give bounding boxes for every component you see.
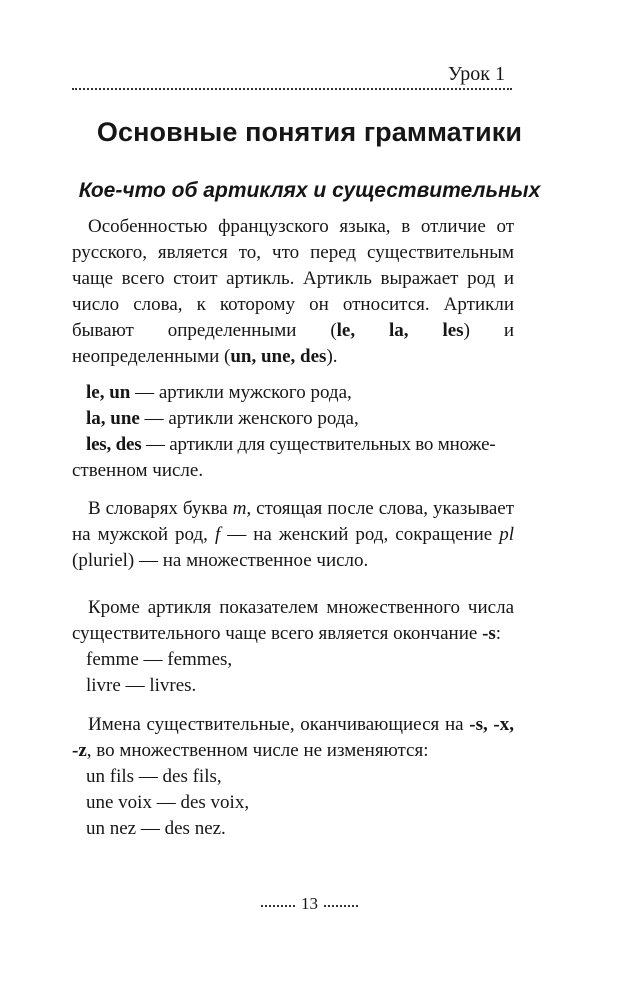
page-footer: [0, 893, 619, 915]
paragraph-dictionary-notation: [72, 496, 514, 574]
paragraph-articles-intro: [72, 214, 514, 370]
invariable-endings: -s, -x, -z: [72, 714, 514, 761]
para4-text-b: , во множественном числе не изменяются:: [86, 740, 429, 761]
article-term: la, une: [86, 408, 140, 429]
para4-text-a: Имена существительные, оканчивающиеся на: [88, 714, 470, 735]
examples-plural: [72, 647, 514, 699]
section-subtitle: Кое-что об артиклях и существительных: [78, 179, 541, 202]
example-line: une voix — des voix,: [86, 792, 250, 813]
paragraph-plural-ending: [72, 595, 514, 647]
para1-text-c: ).: [326, 346, 338, 367]
masculine-abbrev: m,: [232, 498, 252, 519]
header-dotted-rule: [72, 88, 512, 90]
para3-text-a: Кроме артикля показателем множественного числа существительного чаще всего является окончание: [72, 597, 514, 644]
footer-dots-right: [324, 903, 358, 907]
article-term: les, des: [86, 434, 142, 455]
example-line: un nez — des nez.: [86, 818, 226, 839]
plural-abbrev: pl: [499, 524, 514, 545]
example-line: femme — femmes,: [86, 649, 233, 670]
list-item: [72, 406, 514, 432]
para3-text-b: :: [495, 623, 502, 644]
list-item: [72, 432, 514, 458]
article-desc: — артикли женского рода,: [139, 408, 359, 429]
page-number: 13: [301, 894, 318, 913]
para1-text-b: ) и неопределенными (: [72, 320, 514, 367]
examples-invariable: [72, 764, 514, 842]
list-item: [72, 380, 514, 406]
definite-articles: le, la, les: [336, 320, 464, 341]
para1-text-a: Особенностью французского языка, в отличие от русского, является то, что перед существительным чаще всего стоит артикль. Артикль выражает род и число слова, к которому он относится. Артикли бывают определенными (: [72, 216, 514, 341]
page-title: Основные понятия грамматики: [96, 117, 523, 147]
articles-list: [72, 380, 514, 484]
example-line: livre — livres.: [86, 675, 197, 696]
paragraph-invariable-nouns: [72, 712, 514, 764]
para2-text-b: стоящая после слова, указывает на мужской род,: [72, 498, 515, 545]
plural-suffix: -s: [482, 623, 496, 644]
article-term: le, un: [86, 382, 131, 403]
running-head: Урок 1: [447, 63, 505, 85]
list-item-continuation: ственном числе.: [72, 460, 204, 481]
para2-text-c: — на женский род, сокращение: [220, 524, 500, 545]
footer-dots-left: [261, 903, 295, 907]
para2-text-d: (pluriel) — на множественное число.: [72, 550, 369, 571]
article-desc: — артикли для существительных во множе-: [141, 434, 496, 455]
feminine-abbrev: f: [214, 524, 221, 545]
indefinite-articles: un, une, des: [230, 346, 327, 367]
para2-text-a: В словарях буква: [88, 498, 233, 519]
article-desc: — артикли мужского рода,: [130, 382, 352, 403]
example-line: un fils — des fils,: [86, 766, 222, 787]
